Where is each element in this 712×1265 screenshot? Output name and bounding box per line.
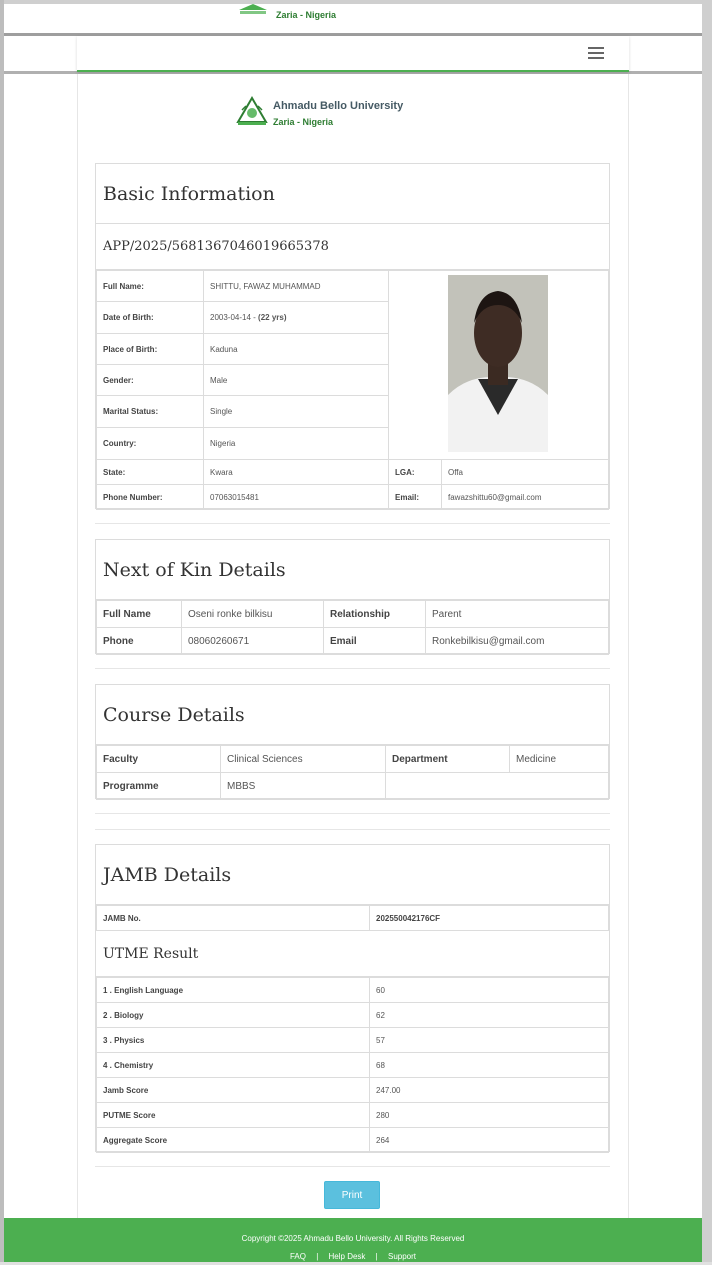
- help-desk-link[interactable]: Help Desk: [328, 1252, 366, 1261]
- panel-title: Course Details: [96, 685, 609, 745]
- panel-title: Next of Kin Details: [96, 540, 609, 600]
- place-of-birth-value: Kaduna: [204, 334, 389, 365]
- top-header-strip: [4, 0, 702, 36]
- nok-relationship-label: Relationship: [324, 601, 426, 628]
- result-subject: 4 . Chemistry: [97, 1053, 370, 1078]
- section-divider: [95, 813, 610, 814]
- footer-divider: |: [375, 1252, 378, 1261]
- faculty-value: Clinical Sciences: [221, 746, 386, 773]
- utme-results-table: [96, 977, 609, 1153]
- gender-value: Male: [204, 365, 389, 396]
- result-row: [97, 1078, 609, 1103]
- empty-cell: [386, 773, 609, 800]
- result-score: 62: [370, 1003, 609, 1028]
- result-subject: Aggregate Score: [97, 1128, 370, 1153]
- jamb-number-label: JAMB No.: [97, 906, 370, 931]
- section-divider: [95, 523, 610, 524]
- place-of-birth-label: Place of Birth:: [97, 334, 204, 365]
- nok-relationship-value: Parent: [426, 601, 609, 628]
- programme-label: Programme: [97, 773, 221, 800]
- menu-icon[interactable]: [588, 47, 604, 61]
- screen-edge-right: [702, 0, 712, 1265]
- department-value: Medicine: [510, 746, 609, 773]
- country-value: Nigeria: [204, 428, 389, 460]
- result-score: 264: [370, 1128, 609, 1153]
- result-subject: Jamb Score: [97, 1078, 370, 1103]
- result-score: 247.00: [370, 1078, 609, 1103]
- programme-value: MBBS: [221, 773, 386, 800]
- utme-result-title: UTME Result: [96, 931, 609, 977]
- university-logo-icon: [237, 4, 269, 18]
- support-link[interactable]: Support: [387, 1252, 417, 1261]
- passport-photo: [448, 275, 548, 452]
- email-label: Email:: [389, 485, 442, 510]
- result-row: [97, 1128, 609, 1153]
- print-button[interactable]: Print: [324, 1181, 380, 1209]
- university-location: Zaria - Nigeria: [273, 117, 334, 127]
- result-subject: 3 . Physics: [97, 1028, 370, 1053]
- result-subject: 1 . English Language: [97, 978, 370, 1003]
- phone-number-value: 07063015481: [204, 485, 389, 510]
- university-logo-icon: [234, 96, 270, 128]
- section-divider: [95, 1166, 610, 1167]
- faculty-label: Faculty: [97, 746, 221, 773]
- footer-divider: |: [316, 1252, 319, 1261]
- panel-title: Basic Information: [96, 164, 609, 224]
- dob-value: 2003-04-14 - (22 yrs): [204, 302, 389, 334]
- application-number: APP/2025/5681367046019665378: [96, 224, 609, 270]
- lga-label: LGA:: [389, 460, 442, 485]
- state-value: Kwara: [204, 460, 389, 485]
- phone-number-label: Phone Number:: [97, 485, 204, 510]
- full-name-label: Full Name:: [97, 271, 204, 302]
- next-of-kin-table: [96, 600, 609, 655]
- result-score: 280: [370, 1103, 609, 1128]
- footer-links: [4, 1252, 702, 1261]
- state-label: State:: [97, 460, 204, 485]
- jamb-number-value: 202550042176CF: [370, 906, 609, 931]
- course-details-panel: [95, 684, 610, 799]
- navbar: [77, 36, 629, 72]
- jamb-details-panel: [95, 844, 610, 1152]
- course-details-table: [96, 745, 609, 800]
- department-label: Department: [386, 746, 510, 773]
- section-divider: [95, 829, 610, 830]
- lga-value: Offa: [442, 460, 609, 485]
- gender-label: Gender:: [97, 365, 204, 396]
- section-divider: [95, 668, 610, 669]
- copyright-text: Copyright ©2025 Ahmadu Bello University. All Rights Reserved: [241, 1234, 465, 1243]
- result-row: [97, 1103, 609, 1128]
- university-location: Zaria - Nigeria: [276, 10, 337, 20]
- result-row: [97, 1028, 609, 1053]
- result-row: [97, 978, 609, 1003]
- person-photo-icon: [448, 275, 548, 452]
- jamb-number-table: [96, 905, 609, 931]
- result-score: 60: [370, 978, 609, 1003]
- nok-full-name-label: Full Name: [97, 601, 182, 628]
- nok-email-label: Email: [324, 628, 426, 655]
- marital-status-label: Marital Status:: [97, 396, 204, 428]
- dob-label: Date of Birth:: [97, 302, 204, 334]
- panel-title: JAMB Details: [96, 845, 609, 905]
- footer: [4, 1218, 702, 1265]
- email-value: fawazshittu60@gmail.com: [442, 485, 609, 510]
- university-name: Ahmadu Bello University: [273, 100, 404, 112]
- faq-link[interactable]: FAQ: [289, 1252, 306, 1261]
- nok-email-value: Ronkebilkisu@gmail.com: [426, 628, 609, 655]
- result-subject: 2 . Biology: [97, 1003, 370, 1028]
- nok-phone-label: Phone: [97, 628, 182, 655]
- full-name-value: SHITTU, FAWAZ MUHAMMAD: [204, 271, 389, 302]
- result-score: 57: [370, 1028, 609, 1053]
- country-label: Country:: [97, 428, 204, 460]
- result-subject: PUTME Score: [97, 1103, 370, 1128]
- result-score: 68: [370, 1053, 609, 1078]
- screen-edge-left: [0, 0, 4, 1265]
- nok-phone-value: 08060260671: [182, 628, 324, 655]
- next-of-kin-panel: [95, 539, 610, 654]
- result-row: [97, 1053, 609, 1078]
- nok-full-name-value: Oseni ronke bilkisu: [182, 601, 324, 628]
- marital-status-value: Single: [204, 396, 389, 428]
- result-row: [97, 1003, 609, 1028]
